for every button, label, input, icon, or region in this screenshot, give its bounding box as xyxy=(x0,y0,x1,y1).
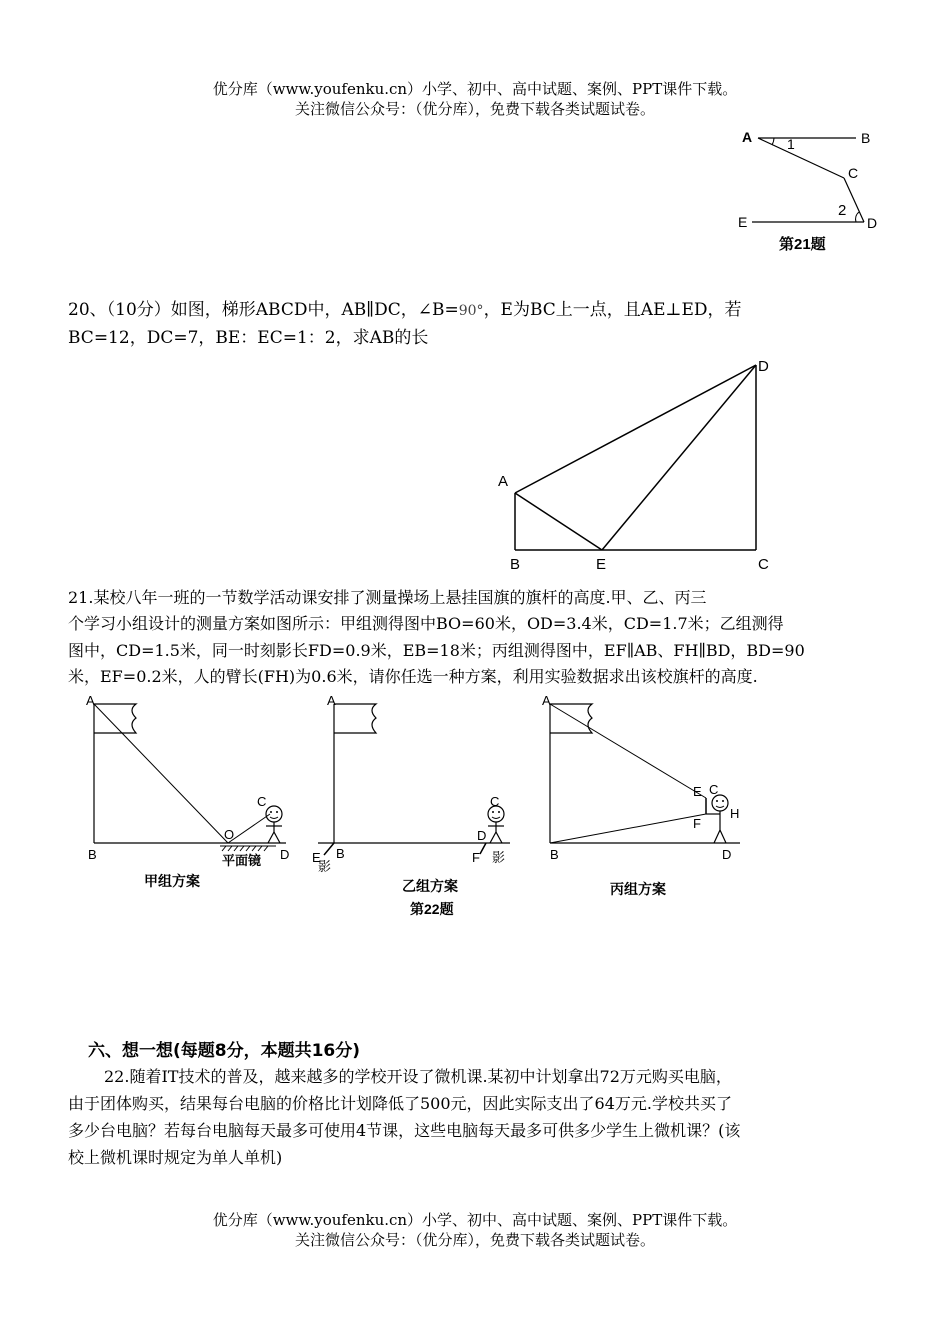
fig21-angle1-arc xyxy=(772,138,774,145)
fig22-yi-caption: 乙组方案 xyxy=(402,878,458,894)
q20-line2: BC=12，DC=7，BE：EC=1：2，求AB的长 xyxy=(68,328,429,348)
fig22-bing-line-ae xyxy=(550,704,706,798)
fig22-jia-line-ao xyxy=(94,704,228,843)
fig22-bing-person-head xyxy=(712,795,728,811)
page-footer-line1: 优分库（www.youfenku.cn）小学、初中、高中试题、案例、PPT课件下载。 xyxy=(212,1211,738,1229)
fig21-angle2-label: 2 xyxy=(838,202,847,219)
q20-line1 xyxy=(68,297,742,325)
fig21-label-d: D xyxy=(867,215,878,231)
fig22-title: 第22题 xyxy=(410,901,454,917)
fig22-yi-label-b: B xyxy=(336,846,345,861)
fig22-bing-label-f: F xyxy=(693,816,701,831)
fig21-angle1-label: 1 xyxy=(787,136,795,152)
fig22-jia-label-c: C xyxy=(257,794,267,809)
fig22-jia-label-d: D xyxy=(280,847,290,862)
fig22-jia-mirror-label: 平面镜 xyxy=(222,853,262,868)
fig20-label-c: C xyxy=(758,556,769,573)
section-6-title: 六、想一想(每题8分，本题共16分) xyxy=(88,1041,361,1061)
fig22-jia-person-head xyxy=(266,806,282,822)
fig22-jia-mirror-hatch xyxy=(222,846,268,851)
fig22-bing-label-h: H xyxy=(730,806,740,821)
fig21-line-ac xyxy=(758,138,844,178)
page-footer-line2: 关注微信公众号：（优分库），免费下载各类试题试卷。 xyxy=(294,1231,655,1249)
fig20-label-d: D xyxy=(758,358,769,375)
fig22-yi-label-a: A xyxy=(327,693,336,708)
fig21-label-b: B xyxy=(861,130,871,146)
figure-22 xyxy=(80,690,760,925)
fig20-line-ad xyxy=(515,365,756,493)
q21-line3: 图中，CD=1.5米，同一时刻影长FD=0.9米，EB=18米；丙组测得图中，EF∥AB、FH∥BD，BD=90 xyxy=(68,641,805,660)
q20-text-b: ，E为BC上一点，且AE⊥ED，若 xyxy=(483,300,742,320)
fig22-bing-label-d: D xyxy=(722,847,732,862)
fig22-bing-caption: 丙组方案 xyxy=(610,881,666,897)
q22-line4: 校上微机课时规定为单人单机) xyxy=(68,1148,283,1167)
figure-21 xyxy=(730,122,890,257)
figure-20-trapezoid xyxy=(490,355,790,575)
fig22-bing-label-b: B xyxy=(550,847,559,862)
q20-angle-value: 90° xyxy=(458,303,484,319)
fig20-label-b: B xyxy=(510,556,521,573)
fig22-yi-shadow-label-1: 影 xyxy=(318,859,332,874)
fig22-bing-line-bf xyxy=(550,814,706,843)
fig21-label-a: A xyxy=(742,129,753,145)
fig22-yi-shadow-person xyxy=(480,843,486,854)
q22-line1: 22.随着IT技术的普及，越来越多的学校开设了微机课.某初中计划拿出72万元购买电脑， xyxy=(104,1067,732,1086)
fig22-yi-label-e: E xyxy=(312,850,321,865)
q22-line3: 多少台电脑？若每台电脑每天最多可使用4节课，这些电脑每天最多可供多少学生上微机课？(该 xyxy=(68,1121,741,1140)
fig21-angle2-arc xyxy=(856,212,859,222)
fig22-jia-flag xyxy=(94,704,136,733)
q21-line4: 米，EF=0.2米，人的臂长(FH)为0.6米，请你任选一种方案，利用实验数据求出该校旗杆的高度. xyxy=(68,667,758,686)
fig22-jia-label-a: A xyxy=(86,693,95,708)
fig22-jia-caption: 甲组方案 xyxy=(144,873,200,889)
fig22-yi-label-c: C xyxy=(490,794,500,809)
fig22-yi-shadow-flag xyxy=(324,843,334,855)
fig21-label-c: C xyxy=(848,165,859,181)
fig22-bing-label-c: C xyxy=(709,782,719,797)
fig22-jia-label-b: B xyxy=(88,847,97,862)
fig22-yi-shadow-label-2: 影 xyxy=(492,850,506,865)
fig22-scheme-yi xyxy=(312,693,510,917)
fig20-line-ae xyxy=(515,493,602,550)
fig20-label-e: E xyxy=(596,556,607,573)
fig20-label-a: A xyxy=(498,473,509,490)
fig21-label-e: E xyxy=(738,214,748,230)
fig22-jia-line-oc xyxy=(228,814,270,843)
q21-line1: 21.某校八年一班的一节数学活动课安排了测量操场上悬挂国旗的旗杆的高度.甲、乙、丙三 xyxy=(68,588,707,607)
q20-text-a: 20、（10分）如图，梯形ABCD中，AB∥DC，∠B= xyxy=(68,300,459,320)
fig21-line-cd xyxy=(844,178,864,222)
page-header-line2: 关注微信公众号：（优分库），免费下载各类试题试卷。 xyxy=(294,100,655,118)
fig22-scheme-jia xyxy=(86,693,289,889)
fig22-yi-flag xyxy=(334,704,376,733)
fig22-jia-label-o: O xyxy=(224,827,235,842)
fig22-yi-label-f: F xyxy=(472,850,480,865)
fig21-caption: 第21题 xyxy=(779,236,826,253)
fig22-bing-label-e: E xyxy=(693,784,702,799)
fig22-bing-label-a: A xyxy=(542,693,551,708)
q22-line2: 由于团体购买，结果每台电脑的价格比计划降低了500元，因此实际支出了64万元.学校共买了 xyxy=(68,1094,732,1113)
fig22-scheme-bing xyxy=(542,693,740,897)
q21-line2: 个学习小组设计的测量方案如图所示：甲组测得图中BO=60米，OD=3.4米，CD=1.7米；乙组测得 xyxy=(68,614,784,633)
fig20-line-ed xyxy=(602,365,756,550)
fig22-yi-label-d: D xyxy=(477,828,487,843)
page-header-line1: 优分库（www.youfenku.cn）小学、初中、高中试题、案例、PPT课件下载。 xyxy=(212,80,738,98)
